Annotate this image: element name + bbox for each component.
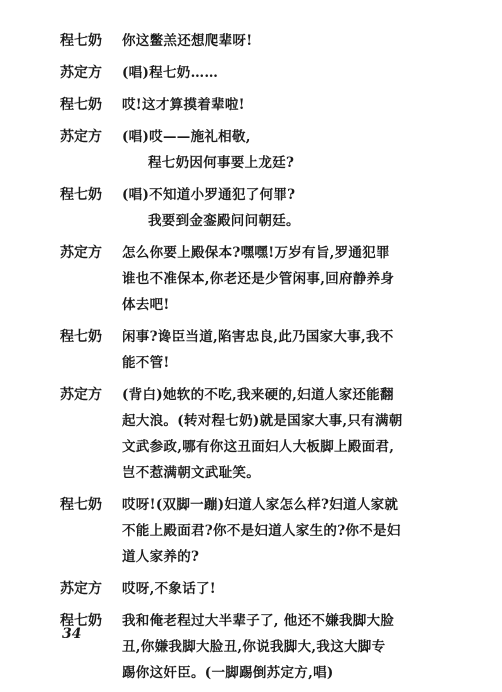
dialogue-entry bbox=[0, 92, 502, 118]
speaker-name: 程七奶 bbox=[60, 497, 102, 513]
dialogue-line: 体去吧! bbox=[122, 297, 170, 313]
dialogue-line: 你这鳖羔还想爬辈呀! bbox=[122, 33, 253, 49]
dialogue-entry bbox=[0, 124, 502, 176]
dialogue-entry bbox=[0, 182, 502, 234]
speaker-name: 程七奶 bbox=[60, 97, 102, 113]
speaker-name: 程七奶 bbox=[60, 33, 102, 49]
dialogue-line: 谁也不准保本,你老还是少管闲事,回府静养身 bbox=[122, 271, 395, 287]
speaker-name: 苏定方 bbox=[60, 65, 102, 81]
speaker-name: 苏定方 bbox=[60, 245, 102, 261]
dialogue-line: 哎呀,不象话了! bbox=[122, 581, 217, 597]
dialogue-entry bbox=[0, 240, 502, 318]
dialogue-text bbox=[122, 608, 444, 686]
page-number: 34 bbox=[62, 626, 82, 642]
dialogue-line: 我和俺老程过大半辈子了, 他还不嫌我脚大脸 bbox=[122, 613, 395, 629]
script-dialogue bbox=[0, 28, 502, 692]
dialogue-text bbox=[122, 240, 444, 318]
dialogue-line: (唱)程七奶…… bbox=[122, 65, 219, 81]
dialogue-line: 哎!这才算摸着辈啦! bbox=[122, 97, 245, 113]
dialogue-text bbox=[122, 92, 444, 118]
speaker-name: 程七奶 bbox=[60, 187, 102, 203]
speaker-name: 苏定方 bbox=[60, 129, 102, 145]
dialogue-line: 文武参政,哪有你这丑面妇人大板脚上殿面君, bbox=[122, 439, 395, 455]
dialogue-line: 道人家养的? bbox=[122, 549, 200, 565]
sung-line: 我要到金銮殿问问朝廷。 bbox=[148, 213, 300, 229]
speaker-name: 程七奶 bbox=[60, 613, 102, 629]
dialogue-line: 不能上殿面君?你不是妇道人家生的?你不是妇 bbox=[122, 523, 401, 539]
dialogue-line: 起大浪。(转对程七奶)就是国家大事,只有满朝 bbox=[122, 413, 403, 429]
dialogue-entry bbox=[0, 608, 502, 686]
dialogue-line: (背白)她软的不吃,我来硬的,妇道人家还能翻 bbox=[122, 387, 394, 403]
dialogue-line: 能不管! bbox=[122, 355, 170, 371]
dialogue-text bbox=[122, 492, 444, 570]
dialogue-line: 哎呀!(双脚一蹦)妇道人家怎么样?妇道人家就 bbox=[122, 497, 399, 513]
dialogue-entry bbox=[0, 60, 502, 86]
dialogue-line: 丑,你嫌我脚大脸丑,你说我脚大,我这大脚专 bbox=[122, 639, 386, 655]
speaker-name: 程七奶 bbox=[60, 329, 102, 345]
dialogue-entry bbox=[0, 324, 502, 376]
dialogue-text bbox=[122, 60, 444, 86]
dialogue-line: 闲事?谗臣当道,陷害忠良,此乃国家大事,我不 bbox=[122, 329, 394, 345]
speaker-name: 苏定方 bbox=[60, 581, 102, 597]
dialogue-line: 怎么你要上殿保本?嘿嘿!万岁有旨,罗通犯罪 bbox=[122, 245, 390, 261]
sung-line: 程七奶因何事要上龙廷? bbox=[148, 155, 295, 171]
dialogue-text bbox=[122, 324, 444, 376]
dialogue-line: (唱)哎——施礼相敬, bbox=[122, 129, 251, 145]
dialogue-entry bbox=[0, 492, 502, 570]
speaker-name: 苏定方 bbox=[60, 387, 102, 403]
dialogue-line: 踢你这奸臣。(一脚踢倒苏定方,唱) bbox=[122, 665, 334, 681]
dialogue-line: 岂不惹满朝文武耻笑。 bbox=[122, 465, 260, 481]
dialogue-text bbox=[122, 576, 444, 602]
dialogue-entry bbox=[0, 576, 502, 602]
dialogue-text bbox=[122, 124, 444, 176]
dialogue-text bbox=[122, 382, 444, 486]
dialogue-entry bbox=[0, 28, 502, 54]
dialogue-entry bbox=[0, 382, 502, 486]
dialogue-text bbox=[122, 182, 444, 234]
dialogue-text bbox=[122, 28, 444, 54]
dialogue-line: (唱)不知道小罗通犯了何罪? bbox=[122, 187, 296, 203]
